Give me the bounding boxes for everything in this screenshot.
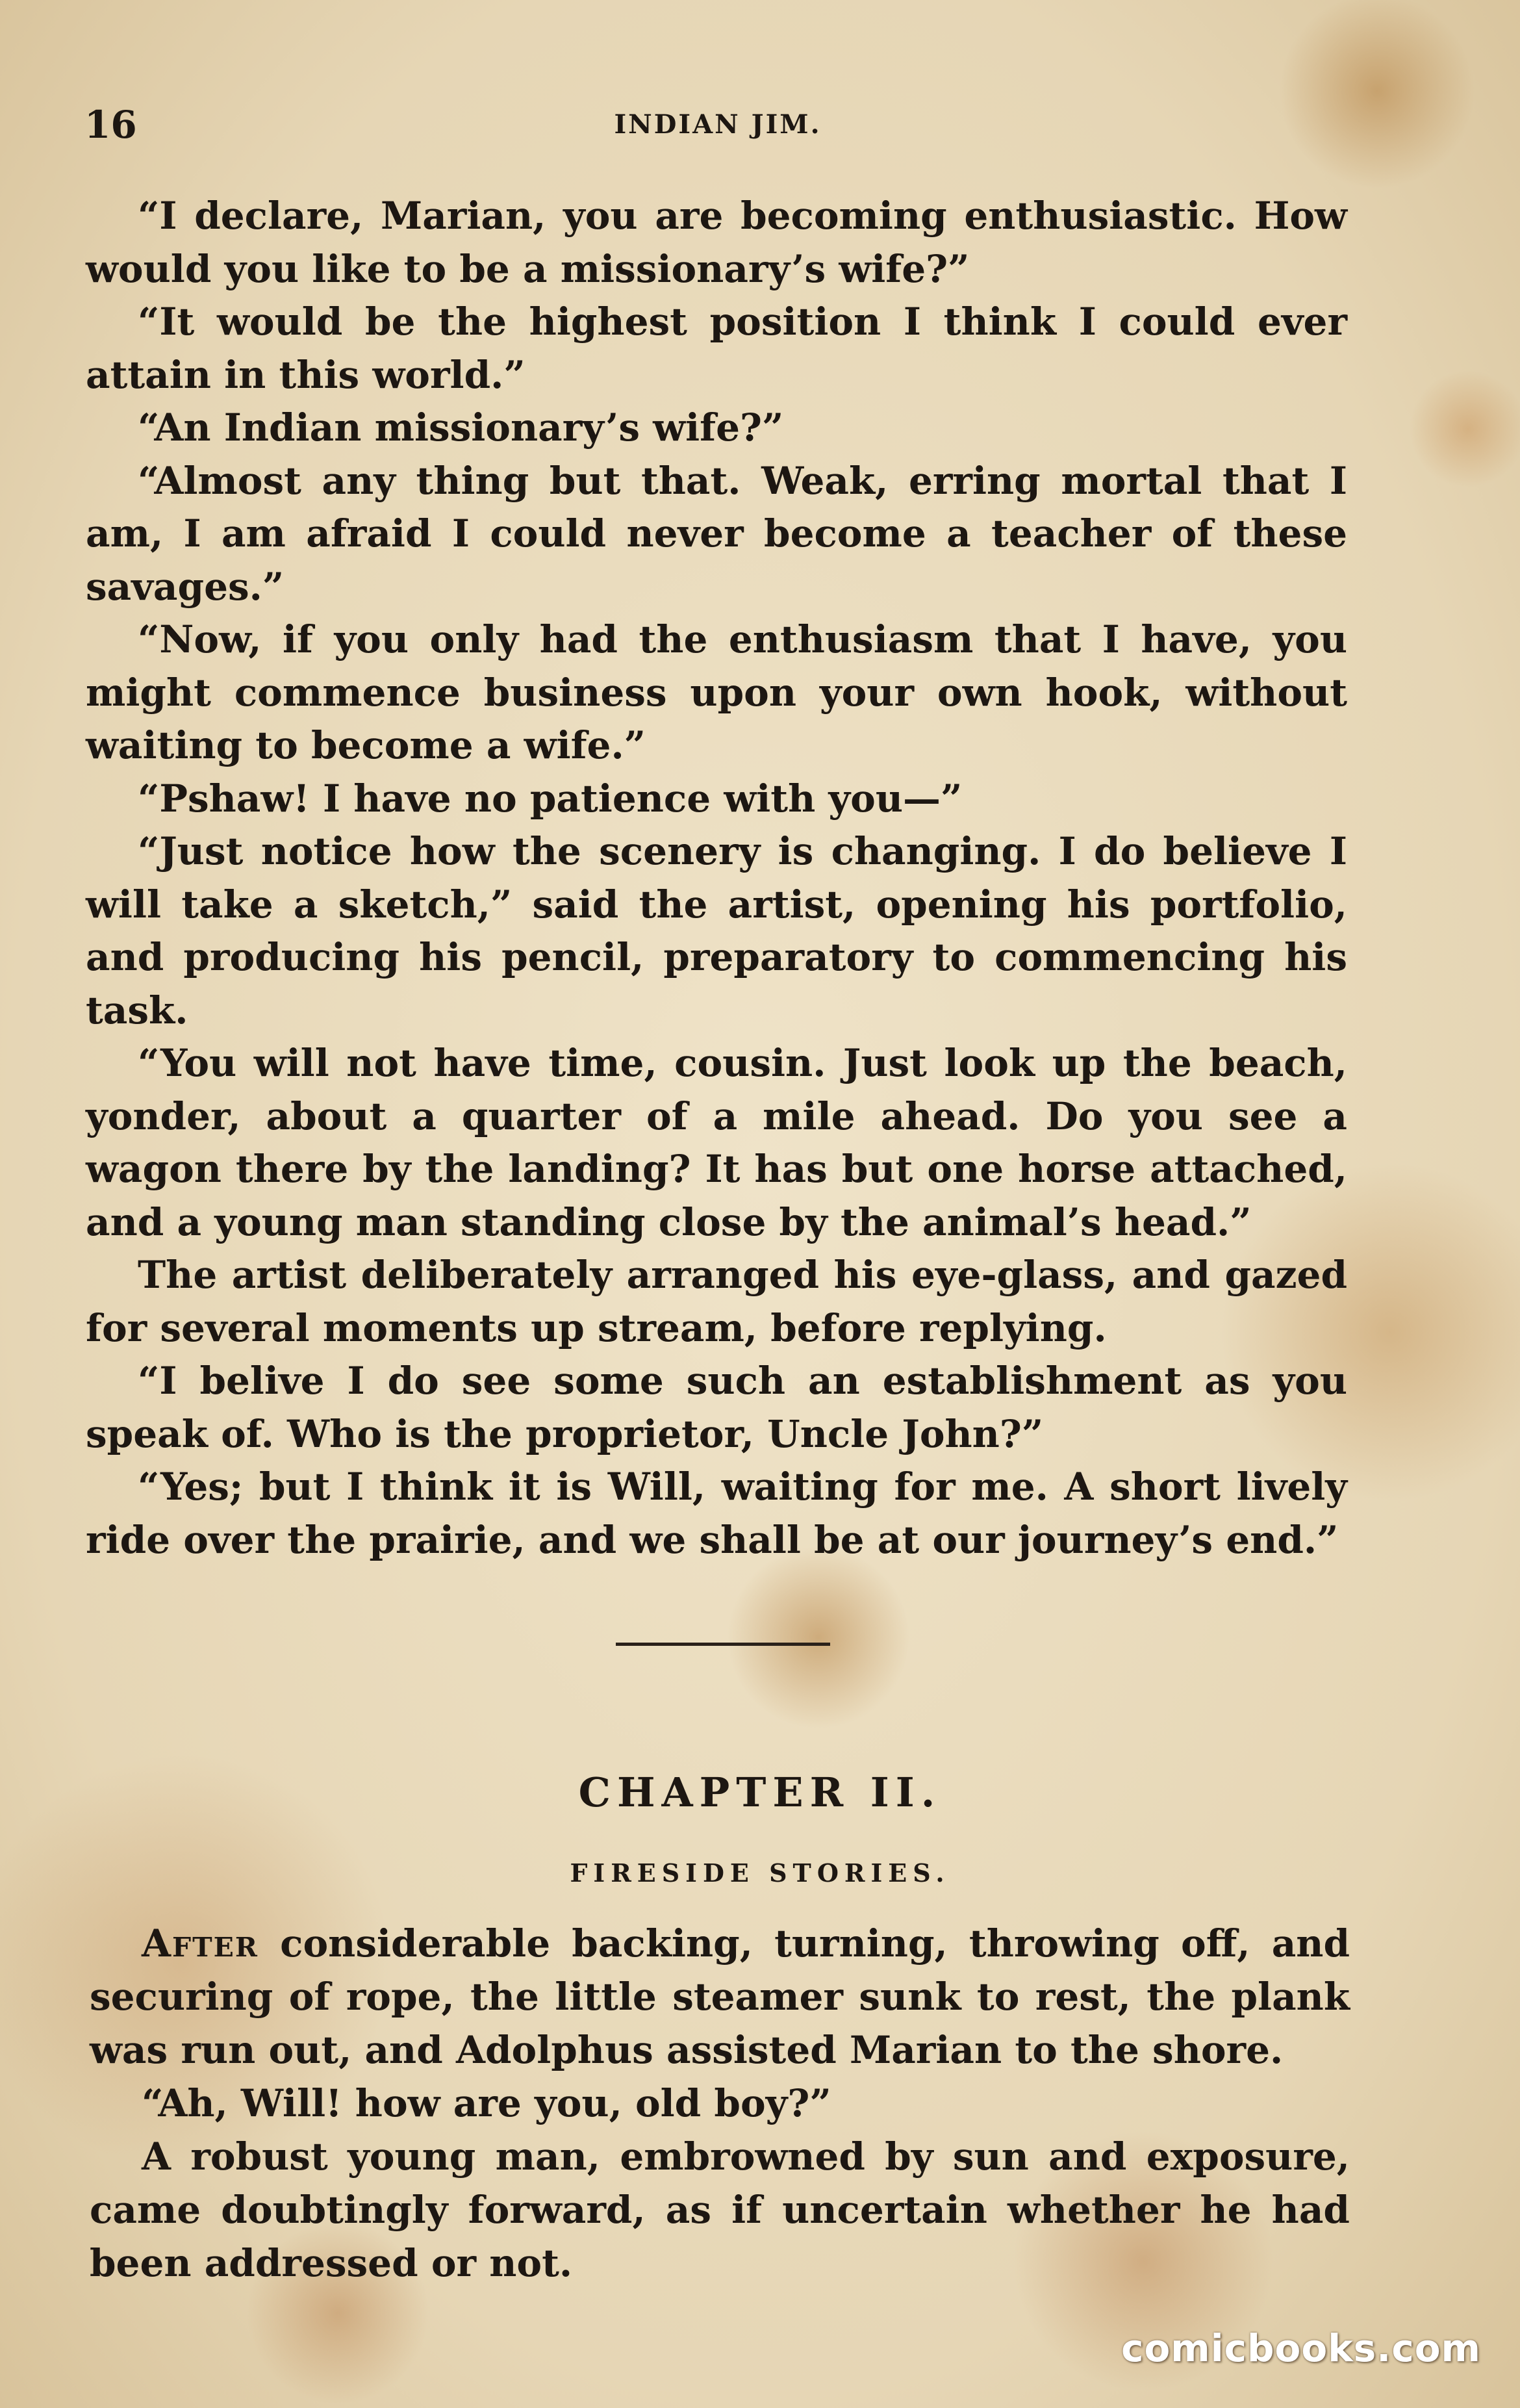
page-header [84,97,1351,149]
chapter-subtitle: FIRESIDE STORIES. [570,1858,950,1888]
paragraph: The artist deliberately arranged his eye-glass, and gazed for several moments up stream, before replying. [86,1253,1347,1350]
page-number: 16 [84,103,137,147]
drop-word: After [142,1921,259,1966]
running-head: INDIAN JIM. [614,109,822,140]
paragraph: “An Indian missionary’s wife?” [138,405,784,450]
chapter-opening-paragraph [90,1917,1350,2077]
paragraph: “It would be the highest position I think I could ever attain in this world.” [86,300,1347,397]
opening-paragraph-text: considerable backing, turning, throwing off, and securing of rope, the little steamer sunk to rest, the plank was run out, and Adolphus assisted Marian to the shore. [90,1921,1350,2072]
paragraph: “Ah, Will! how are you, old boy?” [142,2081,831,2125]
paragraph: “Pshaw! I have no patience with you—” [138,776,963,821]
paragraph: “You will not have time, cousin. Just look up the beach, yonder, about a quarter of a mile ahead. Do you see a wagon there by the landing? It has but one horse attached, and a young man standing close by the animal’s head.” [86,1041,1347,1244]
chapter-one-text [86,190,1347,1567]
paragraph: “Just notice how the scenery is changing. I do believe I will take a sketch,” said the artist, opening his portfolio, and producing his pencil, preparatory to commencing his task. [86,829,1347,1032]
chapter-heading: CHAPTER II. [578,1769,942,1816]
paragraph: A robust young man, embrowned by sun and exposure, came doubtingly forward, as if uncertain whether he had been addressed or not. [90,2134,1350,2285]
paragraph: “Almost any thing but that. Weak, erring mortal that I am, I am afraid I could never become a teacher of these savages.” [86,458,1347,609]
paragraph: “Yes; but I think it is Will, waiting for me. A short lively ride over the prairie, and we shall be at our journey’s end.” [86,1465,1347,1562]
watermark: comicbooks.com [1121,2326,1481,2370]
paragraph: “I belive I do see some such an establishment as you speak of. Who is the proprietor, Uncle John?” [86,1359,1347,1456]
section-divider [616,1643,830,1646]
paragraph: “I declare, Marian, you are becoming enthusiastic. How would you like to be a missionary’s wife?” [86,194,1347,291]
paragraph: “Now, if you only had the enthusiasm that I have, you might commence business upon your own hook, without waiting to become a wife.” [86,617,1347,767]
chapter-two-text [90,1917,1350,2290]
